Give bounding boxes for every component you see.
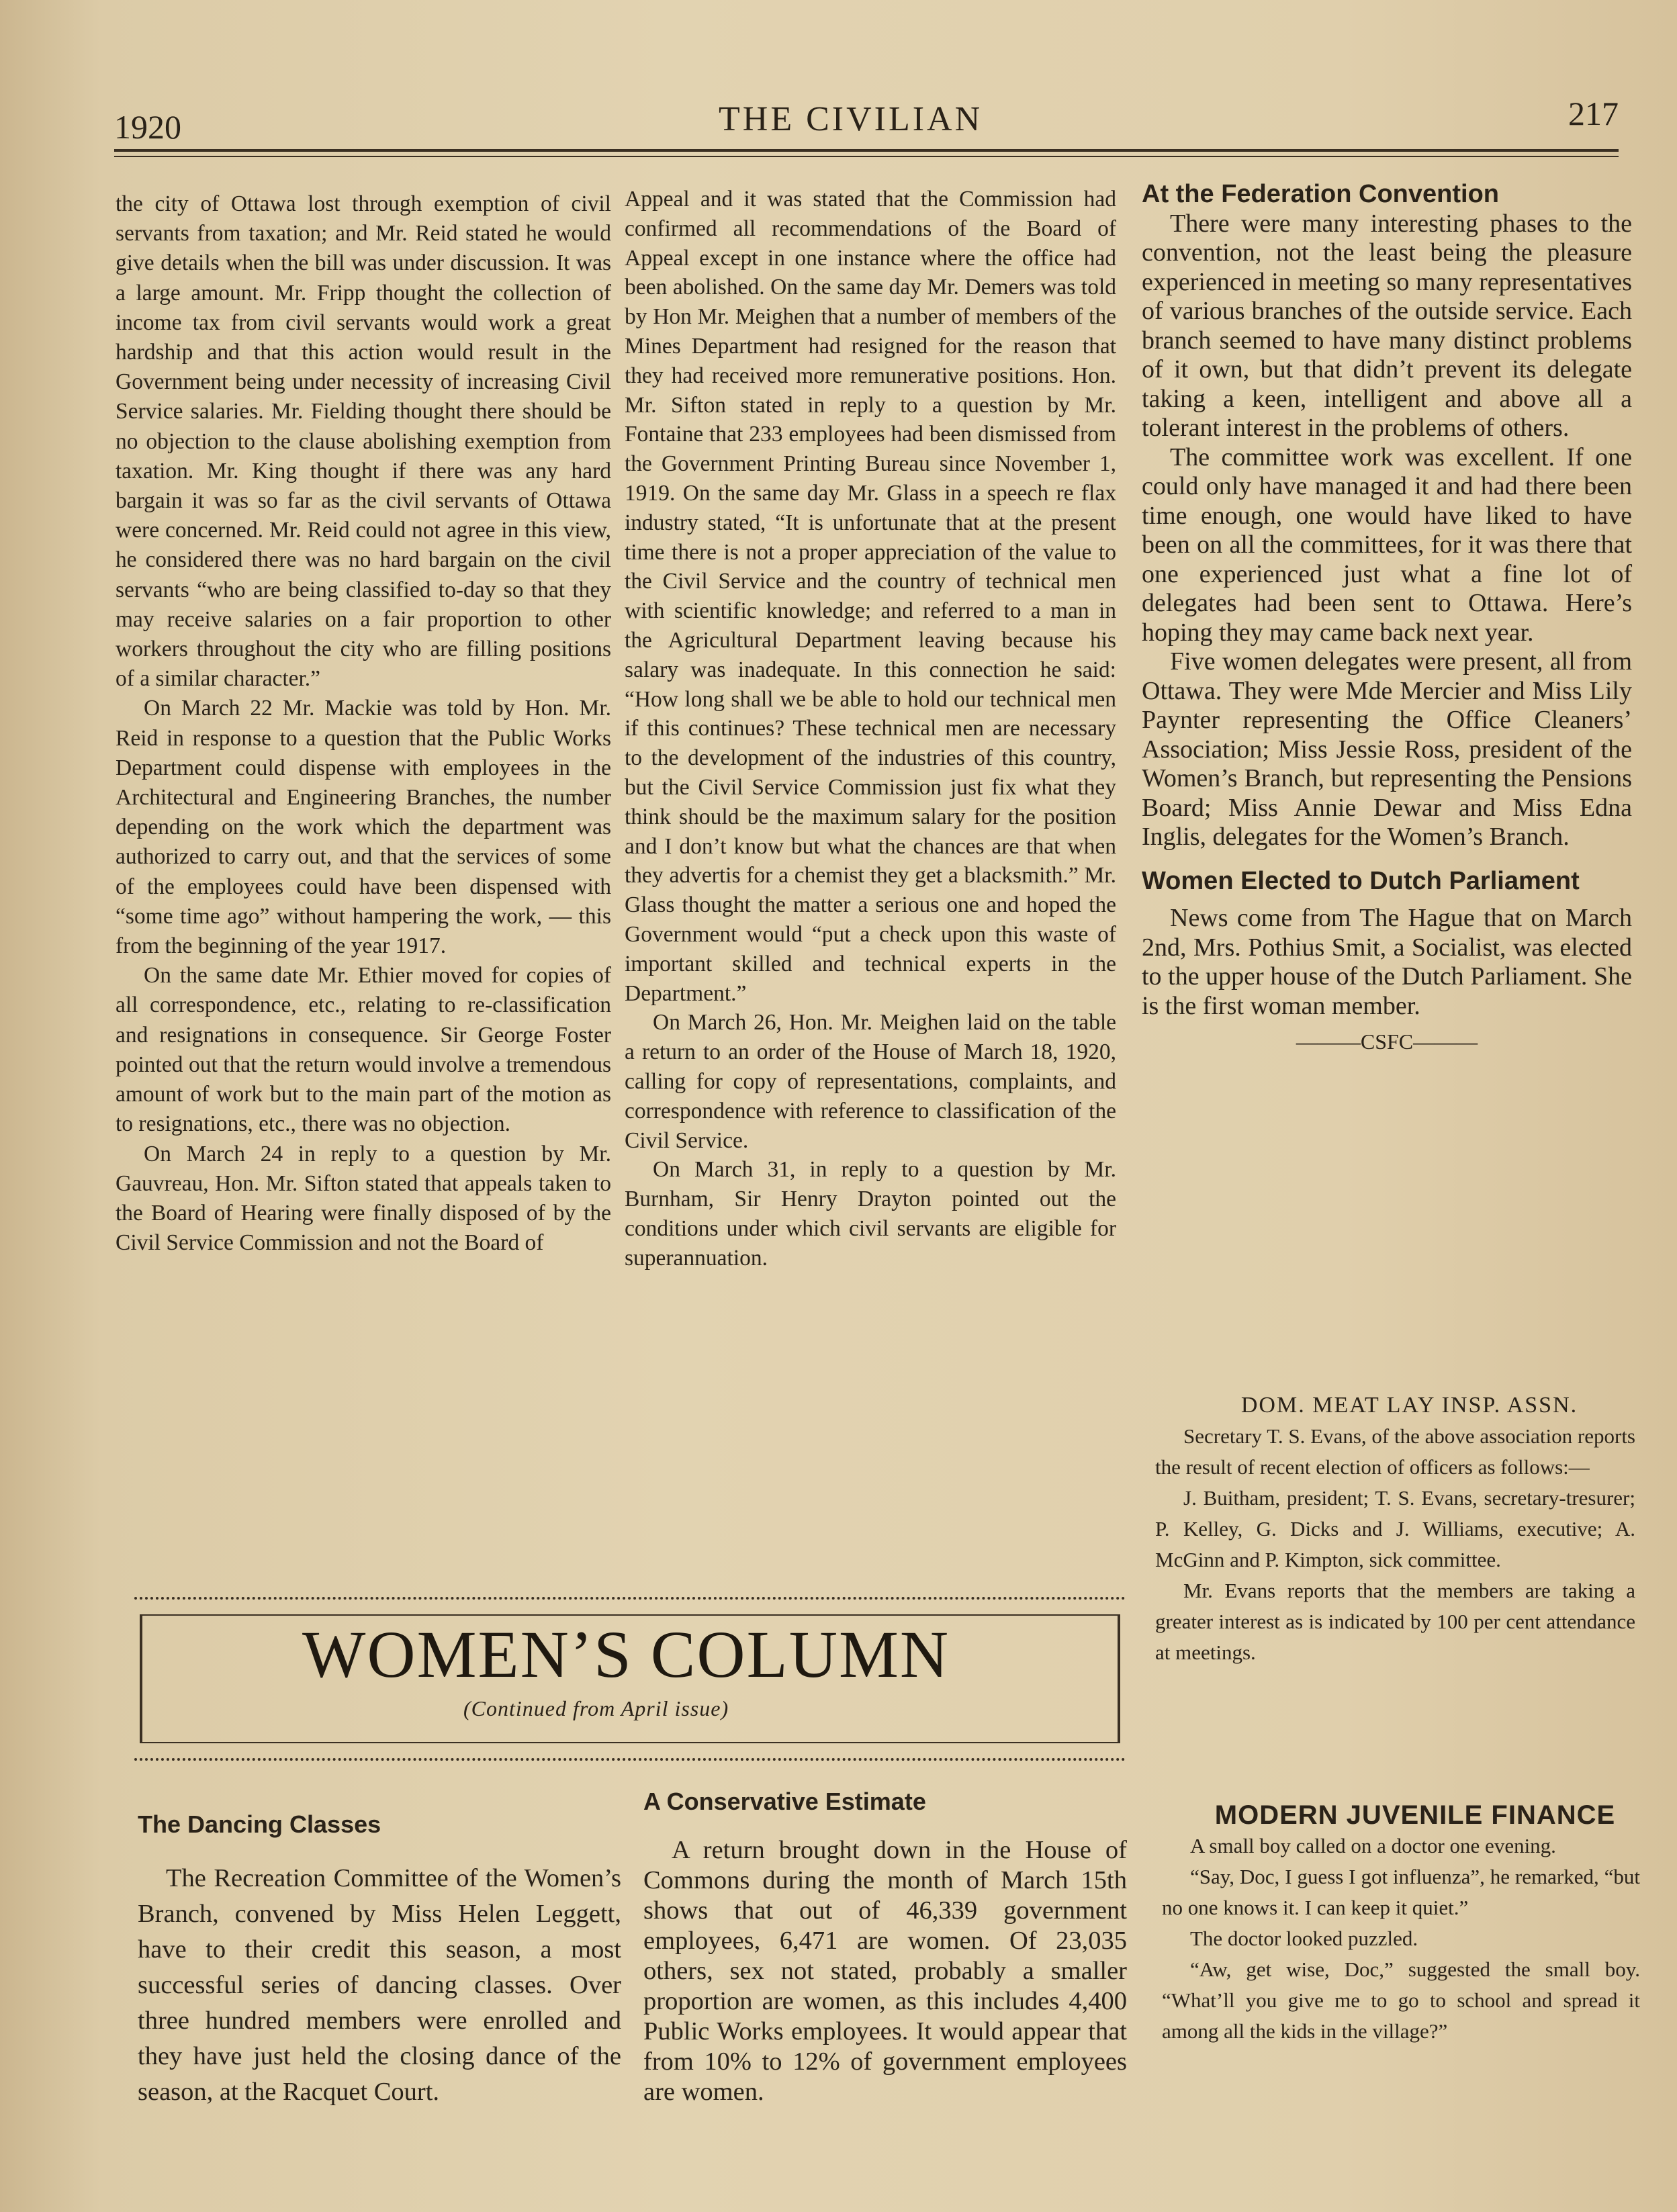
dutch-para: News come from The Hague that on March 2nd, Mrs. Pothius Smit, a Socialist, was elected to the upper house of the Dutch Parliament. She is the first woman member. bbox=[1142, 904, 1632, 1020]
federation-heading: At the Federation Convention bbox=[1142, 180, 1499, 208]
estimate-heading: A Conservative Estimate bbox=[643, 1788, 926, 1815]
meat-para: J. Buitham, president; T. S. Evans, secretary-tresurer; P. Kelley, G. Dicks and J. Williams, executive; A. McGinn and P. Kimpton, sick committee. bbox=[1155, 1486, 1635, 1571]
juvenile-para: “Say, Doc, I guess I got influenza”, he remarked, “but no one knows it. I can keep it quiet.” bbox=[1162, 1865, 1640, 1919]
meat-heading: DOM. MEAT LAY INSP. ASSN. bbox=[1240, 1393, 1578, 1418]
header-rule-thin bbox=[114, 156, 1619, 157]
col1-para: On March 24 in reply to a question by Mr. Gauvreau, Hon. Mr. Sifton stated that appeals taken to the Board of Hearing were finally disposed of by the Civil Service Commission and not the Board of bbox=[116, 1141, 611, 1256]
col2-para: Appeal and it was stated that the Commission had confirmed all recommendations of the Board of Appeal except in one instance where the office had been abolished. On the same day Mr. Demers was told by Hon Mr. Meighen that a number of members of the Mines Department had resigned for the reason that they had received more remunerative positions. Hon. Mr. Sifton stated in reply to a question by Mr. Fontaine that 233 employees had been dismissed from the Government Printing Bureau since November 1, 1919. On the same day Mr. Glass in a speech re flax industry stated, “It is unfortunate that at the present time there is not a proper appreciation of the value to the Civil Service and the country of technical men with scientific knowledge; and referred to a man in the Agricultural Department leaving because his salary was inadequate. In this connection he said: “How long shall we be able to hold our technical men if this continues? These technical men are necessary to the development of the industries of this country, but the Civil Service Commission just fix what they think should be the maximum salary for the position and I don’t know but what the chances are that when they advertis for a chemist they get a blacksmith.” Mr. Glass thought the matter a serious one and hoped the Government would “put a check upon this waste of important skilled and technical experts in the Department.” bbox=[625, 187, 1116, 1006]
juvenile-para: A small boy called on a doctor one evening. bbox=[1190, 1834, 1556, 1857]
meat-para: Secretary T. S. Evans, of the above association reports the result of recent election of officers as follows:— bbox=[1155, 1424, 1635, 1479]
womens-column-title: WOMEN’S COLUMN bbox=[302, 1617, 950, 1692]
col1-para: On the same date Mr. Ethier moved for copies of all correspondence, etc., relating to re-classification and resignations in consequence. Sir George Foster pointed out that the return would involve a tremendous amount of work but to the main part of the motion as to resignations, etc., there was no objection. bbox=[116, 963, 611, 1137]
dancing-para: The Recreation Committee of the Women’s Branch, convened by Miss Helen Leggett, have to their credit this season, a most successful series of dancing classes. Over three hundred members were enrolled and they have just held the closing dance of the season, at the Racquet Court. bbox=[138, 1864, 621, 2106]
womens-column-subtitle: (Continued from April issue) bbox=[463, 1696, 729, 1720]
federation-para: There were many interesting phases to the convention, not the least being the pleasure experienced in meeting so many representatives of various branches of the outside service. Each branch seemed to have many distinct problems of it own, but that didn’t prevent its delegate taking a keen, intelligent and above all a tolerant interest in the problems of others. bbox=[1142, 209, 1632, 442]
womens-column-banner bbox=[134, 1597, 1126, 1761]
juvenile-heading: MODERN JUVENILE FINANCE bbox=[1214, 1800, 1616, 1830]
page-number: 217 bbox=[1568, 95, 1619, 132]
dancing-classes-section bbox=[138, 1806, 621, 2110]
juvenile-para: The doctor looked puzzled. bbox=[1190, 1927, 1418, 1950]
conservative-estimate-section bbox=[643, 1786, 1127, 2107]
column-3 bbox=[1142, 180, 1632, 1057]
page-header bbox=[114, 94, 1619, 148]
dancing-heading: The Dancing Classes bbox=[138, 1810, 381, 1838]
col1-para: the city of Ottawa lost through exemption of civil servants from taxation; and Mr. Reid stated he would give details when the bill was under discussion. It was a large amount. Mr. Fripp thought the collection of income tax from civil servants would work a great hardship and that this action would result in the Government being under necessity of increasing Civil Service salaries. Mr. Fielding thought there should be no objection to the clause abolishing exemption from taxation. Mr. King thought if there was any hard bargain it was so far as the civil servants of Ottawa were concerned. Mr. Reid could not agree in this view, he considered there was no hard bargain on the civil servants “who are being classified to-day so that they may receive salaries on a fair proportion to other workers throughout the city who are filling positions of a similar character.” bbox=[116, 191, 611, 692]
meat-association-section bbox=[1155, 1390, 1635, 1668]
column-1 bbox=[116, 189, 611, 1258]
col1-para: On March 22 Mr. Mackie was told by Hon. Mr. Reid in response to a question that the Public Works Department could dispense with employees in the Architectural and Engineering Branches, the number depending on the work which the department was authorized to carry out, and that the services of some of the employees could have been dispensed with “some time ago” without hampering the work, — this from the beginning of the year 1917. bbox=[116, 696, 611, 959]
juvenile-para: “Aw, get wise, Doc,” suggested the small boy. “What’ll you give me to go to school and spread it among all the kids in the village?” bbox=[1162, 1957, 1640, 2043]
publication-title: THE CIVILIAN bbox=[719, 100, 983, 138]
col2-para: On March 31, in reply to a question by Mr. Burnham, Sir Henry Drayton pointed out the conditions under which civil servants are eligible for superannuation. bbox=[625, 1157, 1116, 1271]
header-rule-thick bbox=[114, 149, 1619, 152]
juvenile-finance-section bbox=[1162, 1800, 1640, 2047]
dutch-heading: Women Elected to Dutch Parliament bbox=[1142, 866, 1580, 895]
federation-para: The committee work was excellent. If one could only have managed it and had there been time enough, one would have liked to have been on all the committees, for it was there that one experienced just what a fine lot of delegates had been sent to Ottawa. Here’s hoping they may came back next year. bbox=[1142, 443, 1632, 647]
column-2 bbox=[625, 185, 1116, 1273]
separator: ———CSFC——— bbox=[1296, 1029, 1478, 1054]
federation-para: Five women delegates were present, all from Ottawa. They were Mde Mercier and Miss Lily Paynter representing the Office Cleaners’ Association; Miss Jessie Ross, president of the Women’s Branch, but representing the Pensions Board; Miss Annie Dewar and Miss Edna Inglis, delegates for the Women’s Branch. bbox=[1142, 647, 1632, 851]
header-year: 1920 bbox=[114, 108, 181, 146]
meat-para: Mr. Evans reports that the members are taking a greater interest as is indicated by 100 per cent attendance at meetings. bbox=[1155, 1579, 1635, 1664]
estimate-para: A return brought down in the House of Commons during the month of March 15th shows that out of 46,339 government employees, 6,471 are women. Of 23,035 others, sex not stated, probably a smaller proportion are women, as this includes 4,400 Public Works employees. It would appear that from 10% to 12% of government employees are women. bbox=[643, 1836, 1127, 2106]
col2-para: On March 26, Hon. Mr. Meighen laid on the table a return to an order of the House of March 18, 1920, calling for copy of representations, complaints, and correspondence with reference to classification of the Civil Service. bbox=[625, 1010, 1116, 1153]
